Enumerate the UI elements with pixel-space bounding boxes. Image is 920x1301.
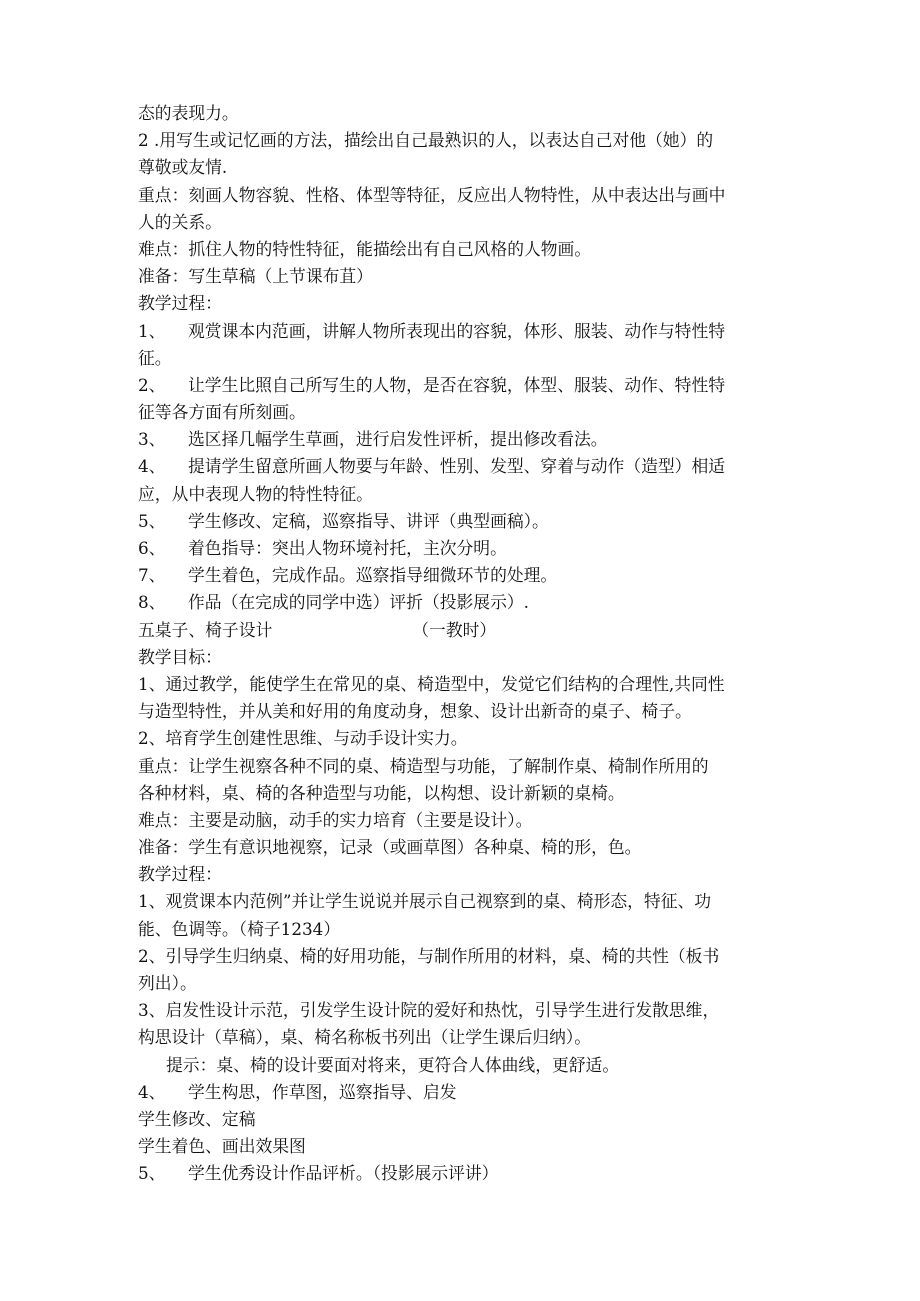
list-item (138, 1079, 798, 1106)
list-number: 3、 (138, 429, 166, 450)
list-text: 观赏课本内范画，讲解人物所表现出的容貌，体形、服装、动作与特性特 (188, 320, 726, 341)
section-heading: 教学过程： (138, 864, 222, 885)
text-line: 态的表现力。 (138, 103, 239, 123)
section-heading: 教学过程： (138, 293, 222, 314)
list-text: 着色指导：突出人物环境衬托，主次分明。 (188, 538, 507, 558)
text-line: 重点：让学生视察各种不同的桌、椅造型与功能，了解制作桌、椅制作所用的 (138, 755, 709, 776)
list-number: 4、 (138, 1081, 166, 1102)
text-line: 构思设计（草稿），桌、椅名称板书列出（让学生课后归纳）。 (138, 1027, 592, 1048)
text-line: 征等各方面有所刻画。 (138, 402, 306, 423)
text-line: 2、引导学生归纳桌、椅的好用功能，与制作所用的材料，桌、椅的共性（板书 (138, 945, 720, 966)
text-line: 难点：抓住人物的特性特征，能描绘出有自己风格的人物画。 (138, 238, 592, 259)
text-line: 2 .用写生或记忆画的方法，描绘出自己最熟识的人，以表达自己对他（她）的 (138, 130, 714, 151)
list-number: 8、 (138, 592, 166, 613)
lesson-duration: （一教时） (412, 619, 497, 640)
section-heading: 教学目标： (138, 646, 222, 667)
text-line: 学生着色、画出效果图 (138, 1136, 306, 1157)
list-number: 7、 (138, 565, 166, 586)
list-item (138, 318, 798, 345)
list-item (138, 453, 798, 480)
text-line: 难点：主要是动脑，动手的实力培育（主要是设计）。 (138, 809, 533, 830)
list-number: 6、 (138, 538, 166, 558)
text-line: 2、培育学生创建性思维、与动手设计实力。 (138, 728, 468, 749)
text-line: 与造型特性，并从美和好用的角度动身，想象、设计出新奇的桌子、椅子。 (138, 701, 692, 722)
text-line: 征。 (138, 347, 172, 368)
document-body (138, 100, 798, 1188)
text-line: 学生修改、定稿 (138, 1108, 256, 1129)
text-line: 应，从中表现人物的特性特征。 (138, 483, 373, 504)
list-number: 4、 (138, 456, 166, 477)
text-line: 列出）。 (138, 973, 197, 993)
list-number: 1、 (138, 320, 166, 341)
list-item (138, 426, 798, 453)
list-item (138, 589, 798, 616)
list-item (138, 508, 798, 535)
list-text: 学生着色，完成作品。巡察指导细微环节的处理。 (188, 565, 558, 586)
text-line: 重点：刻画人物容貌、性格、体型等特征，反应出人物特性，从中表达出与画中 (138, 184, 726, 205)
text-line: 能、色调等。（椅子1234） (138, 918, 341, 939)
text-line: 准备：写生草稿（上节课布苴） (138, 266, 373, 287)
hint-line: 提示：桌、椅的设计要面对将来，更符合人体曲线，更舒适。 (166, 1054, 620, 1075)
list-number: 5、 (138, 1163, 166, 1184)
list-text: 选区择几幅学生草画，进行启发性评析，提出修改看法。 (188, 429, 608, 450)
list-text: 作品（在完成的同学中选）评折（投影展示）. (188, 592, 529, 613)
list-item (138, 1160, 798, 1187)
text-line: 1、观赏课本内范例”并让学生说说并展示自己视察到的桌、椅形态，特征、功 (138, 891, 712, 912)
list-text: 学生修改、定稿，巡察指导、讲评（典型画稿）。 (188, 510, 549, 531)
lesson-title (138, 617, 798, 644)
text-line: 准备：学生有意识地视察，记录（或画草图）各种桌、椅的形，色。 (138, 837, 642, 858)
list-text: 让学生比照自己所写生的人物，是否在容貌，体型、服装、动作、特性特 (188, 374, 726, 395)
list-text: 学生优秀设计作品评析。（投影展示评讲） (188, 1163, 499, 1184)
text-line: 人的关系。 (138, 211, 222, 232)
list-number: 5、 (138, 510, 166, 531)
list-number: 2、 (138, 374, 166, 395)
list-text: 提请学生留意所画人物要与年龄、性别、发型、穿着与动作（造型）相适 (188, 456, 726, 477)
text-line: 1、通过教学，能使学生在常见的桌、椅造型中，发觉它们结构的合理性,共同性 (138, 673, 725, 694)
list-item (138, 535, 798, 562)
text-line: 各种材料，桌、椅的各种造型与功能，以构想、设计新颖的桌椅。 (138, 782, 625, 803)
text-line: 3、启发性设计示范，引发学生设计院的爱好和热忱，引导学生进行发散思维， (138, 1000, 720, 1021)
list-text: 学生构思，作草图，巡察指导、启发 (188, 1081, 457, 1102)
list-item (138, 562, 798, 589)
lesson-title-text: 五桌子、椅子设计 (138, 619, 273, 640)
text-line: 尊敬或友情. (138, 157, 228, 178)
list-item (138, 372, 798, 399)
